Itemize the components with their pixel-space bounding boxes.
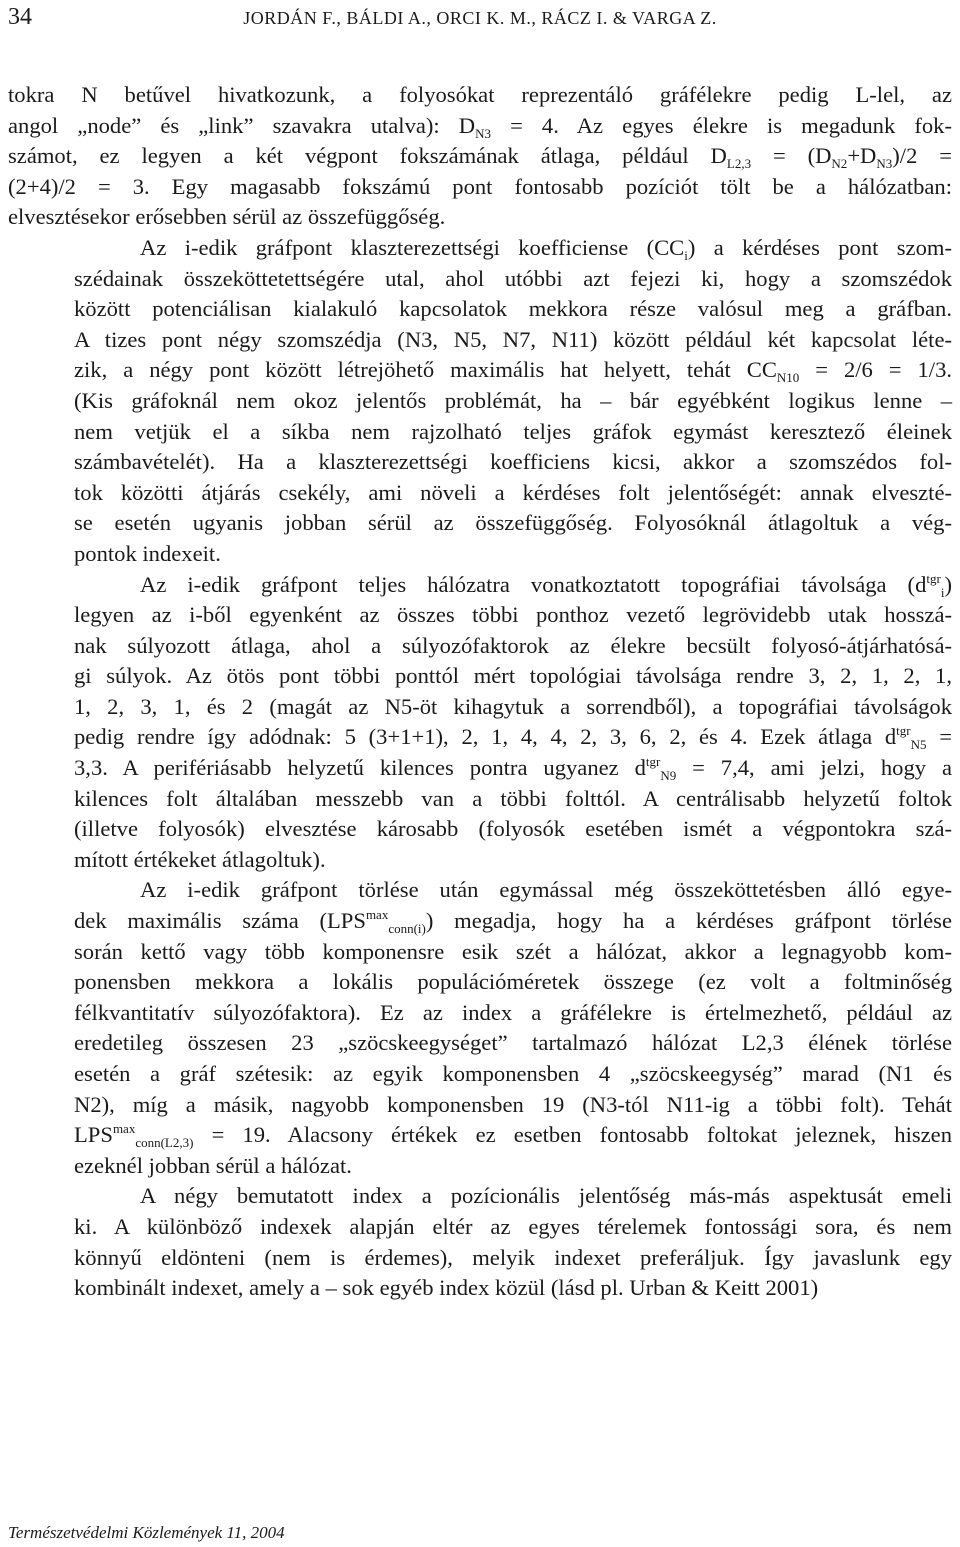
text-line: tok közötti átjárás csekély, ami növeli a kérdéses folt jelentőségét: annak elveszté- [74, 479, 952, 505]
text-line: kilences folt általában messzebb van a többi folttól. A centrálisabb helyzetű foltok [74, 785, 952, 811]
text-line: se esetén ugyanis jobban sérül az összefüggőség. Folyosóknál átlagoltuk a vég- [74, 510, 952, 536]
text-line: számot, ez legyen a két végpont fokszámának átlaga, például $D_{L2,3} = (D_{N2}+D_{N3})/2$ = [8, 143, 952, 172]
paragraph [8, 875, 952, 1181]
paragraph [8, 233, 952, 570]
paragraph [8, 1181, 952, 1303]
journal-footer: Természetvédelmi Közlemények 11, 2004 [8, 1523, 285, 1542]
page-number: 34 [8, 4, 32, 30]
text-line: között potenciálisan kialakuló kapcsolatok mekkora része valósul meg a gráfban. [74, 296, 952, 322]
text-line: számbavételét). Ha a klaszterezettségi koefficiens kicsi, akkor a szomszédos fol- [74, 449, 952, 475]
paragraph [8, 570, 952, 876]
page-header [8, 2, 952, 36]
text-line: mított értékeket átlagoltuk). [74, 846, 326, 872]
text-line: 3,3. A perifériásabb helyzetű kilences pontra ugyanez $d^{tgr}_{N9} = 7,4$, ami jelzi, hogy a [74, 754, 952, 784]
text-line: tokra N betűvel hivatkozunk, a folyosókat reprezentáló gráfélekre pedig L-lel, az [8, 82, 952, 107]
text-line: eredetileg összesen 23 „szöcskeegységet” tartalmazó hálózat L2,3 élének törlése [74, 1030, 952, 1056]
text-line: zik, a négy pont között létrejöhető maximális hat helyett, tehát $CC_{N10} = 2/6 = 1/3$. [74, 357, 953, 386]
text-line: N2), míg a másik, nagyobb komponensben 19 (N3-tól N11-ig a többi folt). Tehát [74, 1091, 952, 1117]
text-line: (Kis gráfoknál nem okoz jelentős problémát, ha – bár egyébként logikus lenne – [74, 387, 952, 413]
running-head: JORDÁN F., BÁLDI A., ORCI K. M., RÁCZ I. & VARGA Z. [243, 8, 717, 28]
text-line: könnyű eldönteni (nem is érdemes), melyik indexet preferáljuk. Így javaslunk egy [74, 1244, 952, 1270]
text-line: Az i-edik gráfpont teljes hálózatra vonatkoztatott topográfiai távolsága $(d^{tgr}_i)$ [140, 570, 952, 600]
body-text [8, 80, 952, 1304]
text-line: nak súlyozott átlaga, ahol a súlyozófaktorok az élekre becsült folyosó-átjárhatósá- [74, 632, 952, 658]
text-line: A tizes pont négy szomszédja (N3, N5, N7, N11) között például két kapcsolat léte- [74, 326, 952, 352]
text-line: kombinált indexet, amely a – sok egyéb index közül (lásd pl. Urban & Keitt 2001) [74, 1275, 819, 1301]
text-line: Az i-edik gráfpont törlése után egymással még összeköttetésben álló egye- [140, 877, 952, 903]
text-line: során kettő vagy több komponensre esik szét a hálózat, akkor a legnagyobb kom- [74, 938, 952, 964]
text-line: gi súlyok. Az ötös pont többi ponttól mért topológiai távolsága rendre 3, 2, 1, 2, 1, [74, 663, 952, 689]
text-line: ponensben mekkora a lokális populációméretek összege (ez volt a foltminőség [74, 969, 952, 995]
text-line: angol „node” és „link” szavakra utalva): $D_{N3} = 4$. Az egyes élekre is megadunk fok- [8, 112, 952, 141]
text-line: 1, 2, 3, 1, és 2 (magát az N5-öt kihagytuk a sorrendből), a topográfiai távolságok [74, 693, 952, 719]
text-line: legyen az i-ből egyenként az összes többi ponthoz vezető legrövidebb utak hosszá- [74, 602, 952, 628]
text-line: félkvantitatív súlyozófaktora). Ez az index a gráfélekre is értelmezhető, például az [74, 999, 952, 1025]
text-line: ezeknél jobban sérül a hálózat. [74, 1152, 352, 1178]
text-line: pedig rendre így adódnak: 5 (3+1+1), 2, 1, 4, 4, 2, 3, 6, 2, és 4. Ezek átlaga $d^{tgr}_{N5}$ = [74, 723, 953, 753]
text-line: pontok indexeit. [74, 540, 221, 566]
text-line: Az i-edik gráfpont klaszterezettségi koefficiense $(CC_i)$ a kérdéses pont szom- [140, 234, 952, 263]
text-line: (2+4)/2 = 3. Egy magasabb fokszámú pont fontosabb pozíciót tölt be a hálózatban: [8, 173, 952, 199]
text-line: $LPS^{max}_{conn(L2,3)} = 19$. Alacsony értékek ez esetben fontosabb foltokat jeleznek, hiszen [74, 1121, 952, 1151]
text-line: szédainak összeköttetettségére utal, ahol utóbbi azt fejezi ki, hogy a szomszédok [74, 265, 952, 291]
text-line: esetén a gráf szétesik: az egyik komponensben 4 „szöcskeegység” marad (N1 és [74, 1061, 952, 1086]
text-line: elvesztésekor erősebben sérül az összefüggőség. [8, 204, 446, 230]
text-line: A négy bemutatott index a pozícionális jelentőség más-más aspektusát emeli [140, 1183, 952, 1209]
text-line: dek maximális száma $(LPS^{max}_{conn(i)})$ megadja, hogy ha a kérdéses gráfpont törlése [74, 907, 952, 937]
text-line: (illetve folyosók) elvesztése károsabb (folyosók esetében ismét a végpontokra szá- [74, 816, 952, 842]
text-line: ki. A különböző indexek alapján eltér az egyes térelemek fontossági sora, és nem [74, 1213, 952, 1239]
paragraph [8, 80, 952, 233]
text-line: nem vetjük el a síkba nem rajzolható teljes gráfok egymást keresztező éleinek [74, 418, 952, 444]
